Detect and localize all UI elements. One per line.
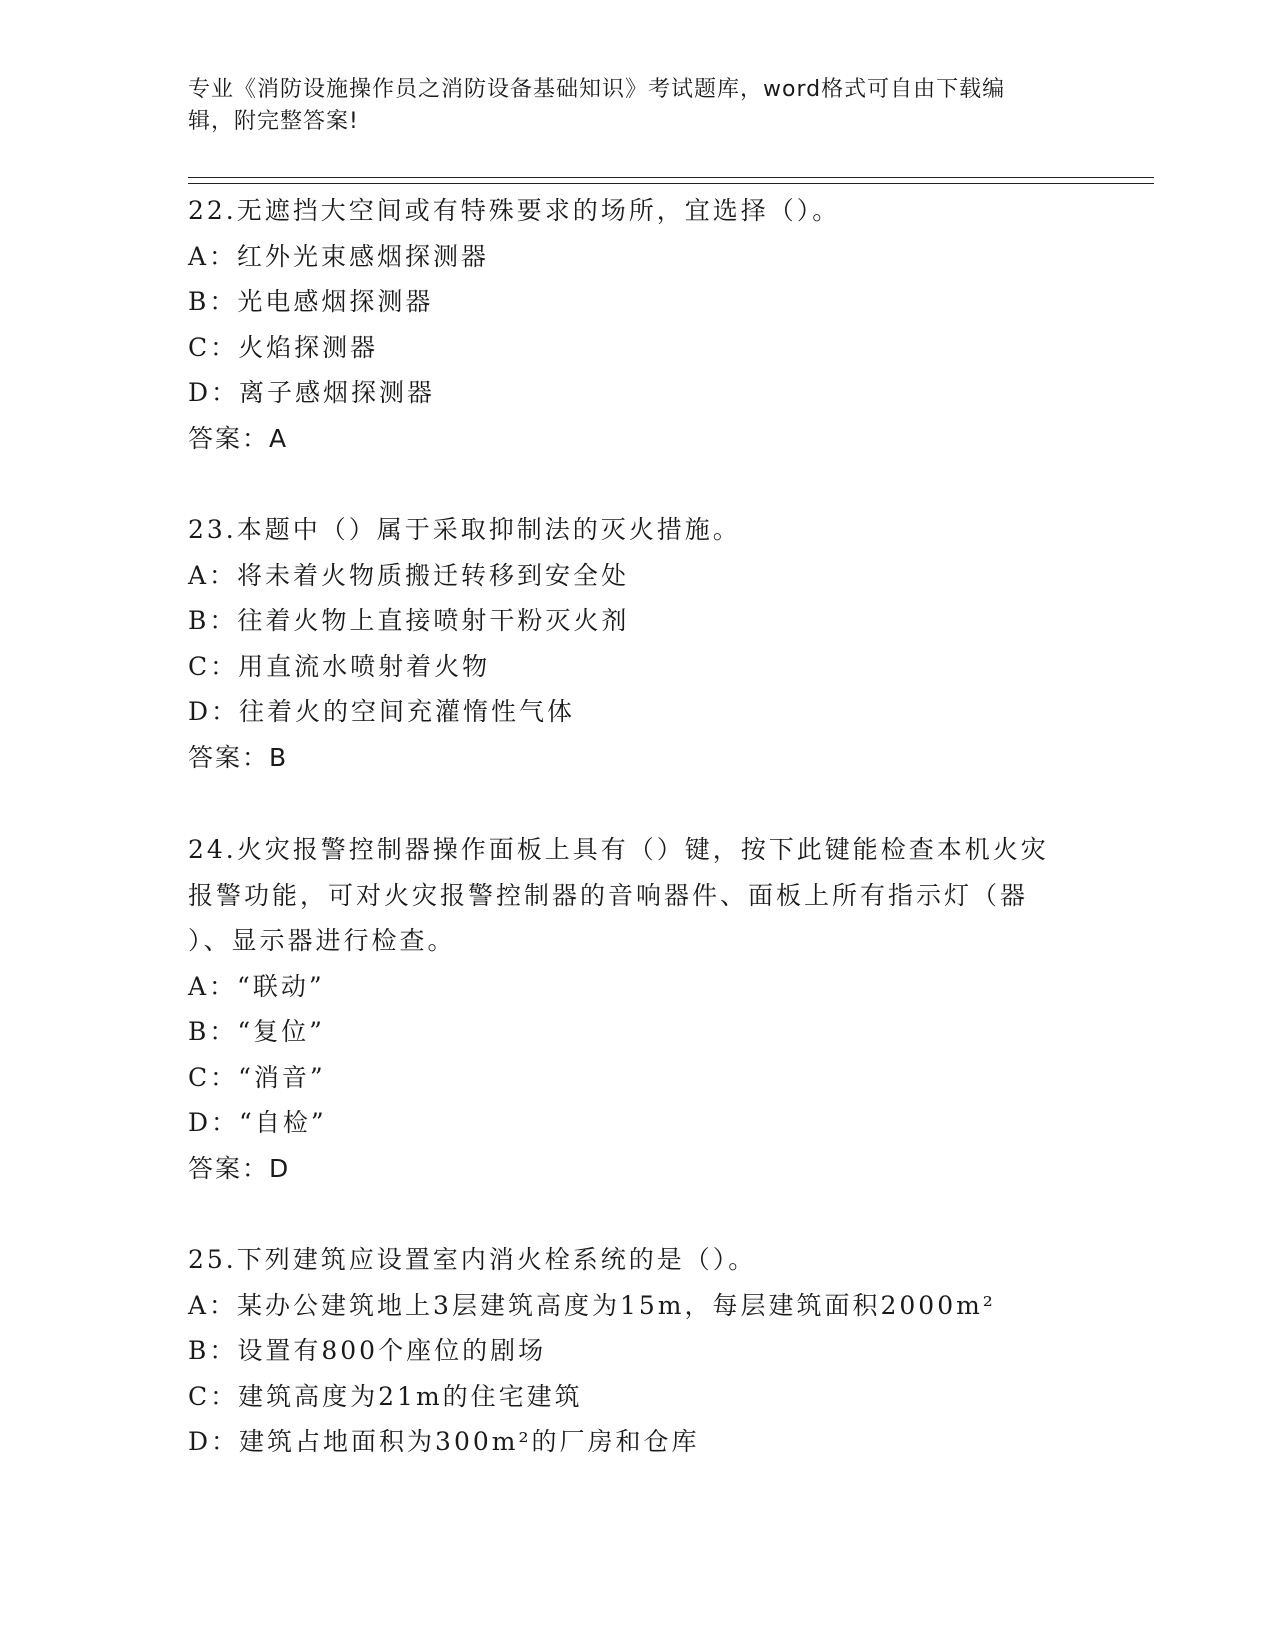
header-rule-bottom: [188, 183, 1154, 184]
option-b: B：设置有800个座位的剧场: [188, 1336, 547, 1365]
answer: 答案：B: [188, 742, 289, 772]
question-stem: 22.无遮挡大空间或有特殊要求的场所，宜选择（）。: [188, 196, 841, 225]
question-22: [188, 188, 1088, 461]
option-d: D：建筑占地面积为300m²的厂房和仓库: [188, 1427, 700, 1456]
question-stem-line-1: 24.火灾报警控制器操作面板上具有（）键，按下此键能检查本机火灾: [188, 835, 1049, 864]
option-a: A：红外光束感烟探测器: [188, 241, 490, 271]
option-b: B：光电感烟探测器: [188, 287, 434, 316]
question-stem-line-2: 报警功能，可对火灾报警控制器的音响器件、面板上所有指示灯（器: [188, 880, 1029, 910]
option-c: C：火焰探测器: [188, 332, 379, 362]
question-stem-line-3: ）、显示器进行检查。: [188, 926, 456, 955]
question-stem: 25.下列建筑应设置室内消火栓系统的是（）。: [188, 1245, 757, 1274]
question-23: [188, 507, 1088, 780]
option-d: D：“自检”: [188, 1108, 327, 1137]
option-d: D：离子感烟探测器: [188, 378, 436, 407]
header-rule-top: [188, 177, 1154, 178]
option-c: C：“消音”: [188, 1062, 326, 1092]
header-note: [188, 74, 1088, 138]
option-b: B：往着火物上直接喷射干粉灭火剂: [188, 606, 630, 635]
option-c: C：用直流水喷射着火物: [188, 651, 491, 681]
option-c: C：建筑高度为21m的住宅建筑: [188, 1381, 583, 1411]
answer: 答案：A: [188, 423, 289, 453]
question-stem: 23.本题中（）属于采取抑制法的灭火措施。: [188, 515, 741, 544]
option-b: B：“复位”: [188, 1017, 325, 1046]
option-a: A：“联动”: [188, 971, 325, 1001]
header-line-1: 专业《消防设施操作员之消防设备基础知识》考试题库，word格式可自由下载编: [188, 77, 1006, 102]
answer: 答案：D: [188, 1153, 291, 1183]
option-a: A：某办公建筑地上3层建筑高度为15m，每层建筑面积2000m²: [188, 1290, 996, 1320]
option-a: A：将未着火物质搬迁转移到安全处: [188, 560, 630, 590]
question-24: [188, 827, 1088, 1191]
option-d: D：往着火的空间充灌惰性气体: [188, 697, 576, 726]
header-line-2: 辑，附完整答案!: [188, 109, 359, 134]
question-25: [188, 1237, 1088, 1465]
